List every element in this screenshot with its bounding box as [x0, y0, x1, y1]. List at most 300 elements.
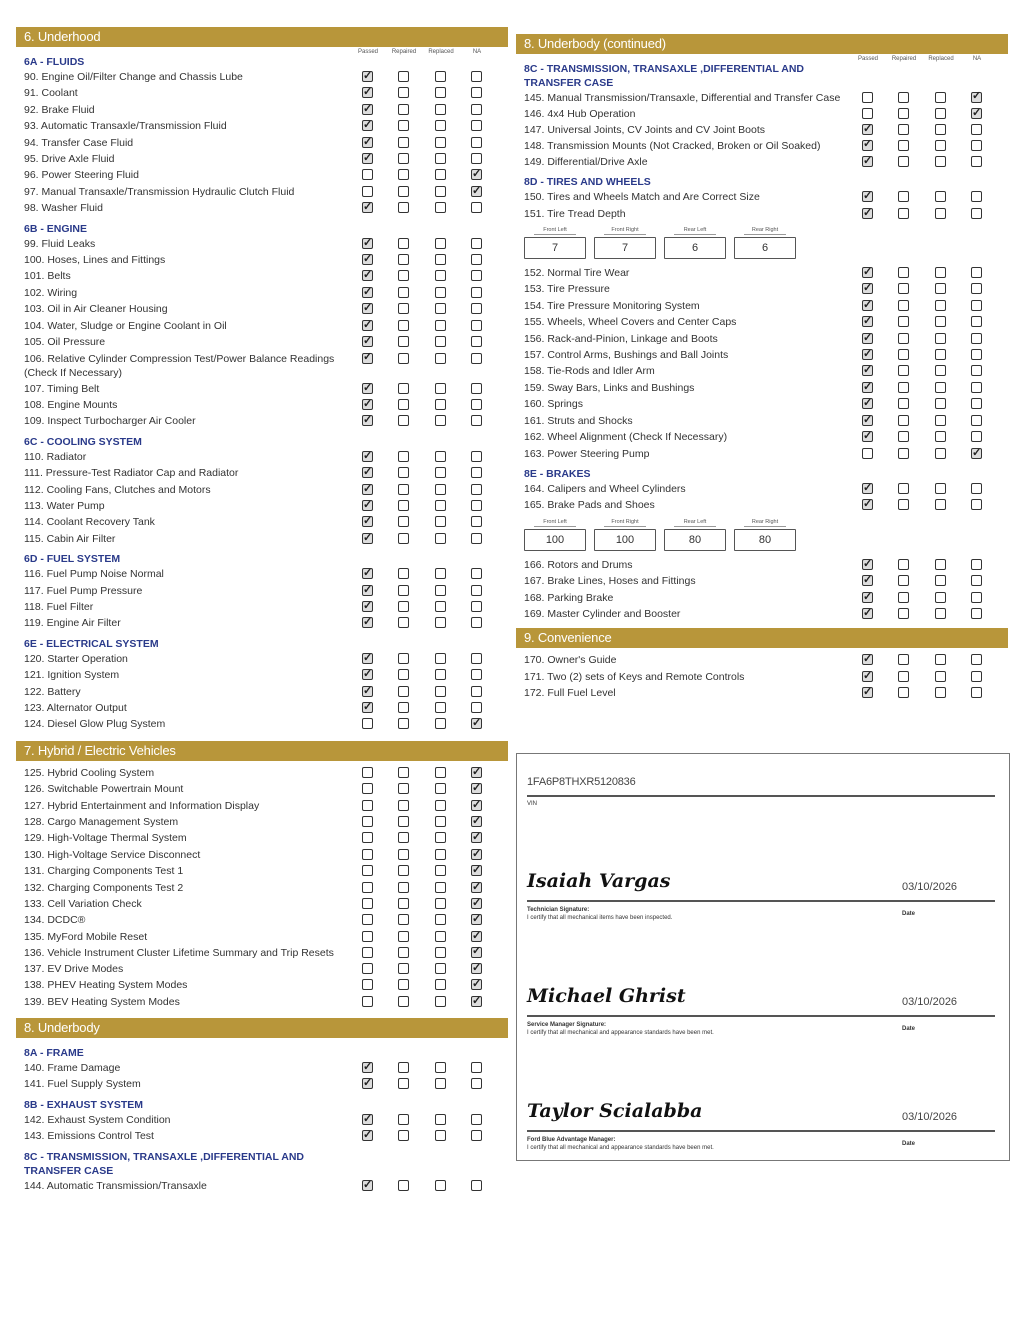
checkbox-repaired[interactable]	[398, 669, 409, 680]
checkbox-na[interactable]	[471, 669, 482, 680]
checkbox-passed[interactable]	[362, 238, 373, 249]
checkbox-na[interactable]	[971, 483, 982, 494]
checkbox-passed[interactable]	[862, 608, 873, 619]
checkbox-replaced[interactable]	[935, 592, 946, 603]
checkbox-na[interactable]	[471, 979, 482, 990]
measurement-value[interactable]: 80	[664, 529, 726, 551]
checkbox-na[interactable]	[971, 687, 982, 698]
checkbox-replaced[interactable]	[435, 653, 446, 664]
checkbox-replaced[interactable]	[435, 568, 446, 579]
checkbox-passed[interactable]	[362, 865, 373, 876]
checkbox-passed[interactable]	[362, 153, 373, 164]
checkbox-passed[interactable]	[362, 104, 373, 115]
checkbox-na[interactable]	[471, 186, 482, 197]
checkbox-passed[interactable]	[362, 516, 373, 527]
checkbox-passed[interactable]	[362, 800, 373, 811]
checkbox-passed[interactable]	[362, 169, 373, 180]
checkbox-passed[interactable]	[862, 208, 873, 219]
checkbox-repaired[interactable]	[398, 153, 409, 164]
checkbox-passed[interactable]	[362, 931, 373, 942]
checkbox-passed[interactable]	[862, 559, 873, 570]
checkbox-na[interactable]	[471, 254, 482, 265]
checkbox-repaired[interactable]	[398, 320, 409, 331]
checkbox-repaired[interactable]	[898, 191, 909, 202]
checkbox-replaced[interactable]	[435, 270, 446, 281]
checkbox-replaced[interactable]	[435, 979, 446, 990]
checkbox-repaired[interactable]	[898, 415, 909, 426]
checkbox-passed[interactable]	[362, 686, 373, 697]
checkbox-repaired[interactable]	[398, 882, 409, 893]
checkbox-replaced[interactable]	[435, 849, 446, 860]
checkbox-repaired[interactable]	[898, 575, 909, 586]
checkbox-na[interactable]	[971, 448, 982, 459]
checkbox-passed[interactable]	[362, 186, 373, 197]
checkbox-repaired[interactable]	[398, 533, 409, 544]
checkbox-passed[interactable]	[362, 882, 373, 893]
checkbox-na[interactable]	[471, 568, 482, 579]
checkbox-na[interactable]	[971, 608, 982, 619]
checkbox-na[interactable]	[471, 1062, 482, 1073]
checkbox-na[interactable]	[971, 92, 982, 103]
checkbox-na[interactable]	[471, 783, 482, 794]
checkbox-repaired[interactable]	[898, 431, 909, 442]
checkbox-passed[interactable]	[862, 448, 873, 459]
checkbox-replaced[interactable]	[935, 349, 946, 360]
checkbox-repaired[interactable]	[398, 120, 409, 131]
checkbox-repaired[interactable]	[898, 140, 909, 151]
checkbox-na[interactable]	[971, 499, 982, 510]
checkbox-replaced[interactable]	[935, 431, 946, 442]
checkbox-na[interactable]	[471, 320, 482, 331]
checkbox-replaced[interactable]	[435, 120, 446, 131]
checkbox-passed[interactable]	[362, 353, 373, 364]
checkbox-repaired[interactable]	[398, 399, 409, 410]
checkbox-passed[interactable]	[362, 783, 373, 794]
checkbox-passed[interactable]	[862, 283, 873, 294]
checkbox-repaired[interactable]	[898, 483, 909, 494]
checkbox-replaced[interactable]	[435, 914, 446, 925]
checkbox-replaced[interactable]	[435, 963, 446, 974]
checkbox-na[interactable]	[471, 484, 482, 495]
checkbox-replaced[interactable]	[435, 303, 446, 314]
checkbox-replaced[interactable]	[435, 702, 446, 713]
checkbox-na[interactable]	[971, 415, 982, 426]
checkbox-na[interactable]	[971, 156, 982, 167]
checkbox-repaired[interactable]	[398, 996, 409, 1007]
checkbox-replaced[interactable]	[435, 516, 446, 527]
checkbox-replaced[interactable]	[935, 559, 946, 570]
checkbox-replaced[interactable]	[435, 931, 446, 942]
checkbox-repaired[interactable]	[398, 202, 409, 213]
checkbox-passed[interactable]	[862, 499, 873, 510]
checkbox-na[interactable]	[471, 104, 482, 115]
measurement-value[interactable]: 6	[664, 237, 726, 259]
checkbox-repaired[interactable]	[898, 671, 909, 682]
checkbox-repaired[interactable]	[898, 300, 909, 311]
checkbox-na[interactable]	[971, 140, 982, 151]
checkbox-repaired[interactable]	[398, 947, 409, 958]
checkbox-repaired[interactable]	[398, 484, 409, 495]
checkbox-replaced[interactable]	[435, 238, 446, 249]
checkbox-repaired[interactable]	[898, 156, 909, 167]
checkbox-na[interactable]	[471, 137, 482, 148]
checkbox-passed[interactable]	[362, 336, 373, 347]
checkbox-replaced[interactable]	[435, 353, 446, 364]
checkbox-na[interactable]	[471, 686, 482, 697]
checkbox-na[interactable]	[471, 1180, 482, 1191]
checkbox-replaced[interactable]	[935, 300, 946, 311]
checkbox-replaced[interactable]	[435, 415, 446, 426]
checkbox-passed[interactable]	[362, 270, 373, 281]
checkbox-replaced[interactable]	[435, 767, 446, 778]
checkbox-passed[interactable]	[862, 415, 873, 426]
checkbox-na[interactable]	[471, 336, 482, 347]
checkbox-passed[interactable]	[862, 431, 873, 442]
checkbox-na[interactable]	[471, 882, 482, 893]
checkbox-passed[interactable]	[862, 654, 873, 665]
checkbox-repaired[interactable]	[398, 1130, 409, 1141]
checkbox-replaced[interactable]	[435, 617, 446, 628]
checkbox-replaced[interactable]	[935, 191, 946, 202]
checkbox-repaired[interactable]	[898, 283, 909, 294]
checkbox-passed[interactable]	[362, 996, 373, 1007]
checkbox-replaced[interactable]	[435, 451, 446, 462]
checkbox-replaced[interactable]	[935, 654, 946, 665]
checkbox-replaced[interactable]	[935, 398, 946, 409]
checkbox-repaired[interactable]	[398, 898, 409, 909]
checkbox-repaired[interactable]	[398, 1180, 409, 1191]
checkbox-na[interactable]	[471, 415, 482, 426]
checkbox-passed[interactable]	[362, 979, 373, 990]
checkbox-repaired[interactable]	[898, 687, 909, 698]
checkbox-replaced[interactable]	[435, 816, 446, 827]
checkbox-passed[interactable]	[362, 702, 373, 713]
checkbox-repaired[interactable]	[398, 500, 409, 511]
checkbox-replaced[interactable]	[435, 601, 446, 612]
checkbox-repaired[interactable]	[398, 702, 409, 713]
checkbox-replaced[interactable]	[435, 1062, 446, 1073]
checkbox-na[interactable]	[471, 865, 482, 876]
checkbox-na[interactable]	[471, 585, 482, 596]
checkbox-repaired[interactable]	[398, 1114, 409, 1125]
checkbox-repaired[interactable]	[398, 353, 409, 364]
checkbox-repaired[interactable]	[398, 270, 409, 281]
checkbox-replaced[interactable]	[435, 467, 446, 478]
checkbox-passed[interactable]	[362, 137, 373, 148]
measurement-value[interactable]: 100	[594, 529, 656, 551]
checkbox-replaced[interactable]	[435, 336, 446, 347]
checkbox-passed[interactable]	[362, 467, 373, 478]
checkbox-repaired[interactable]	[898, 365, 909, 376]
checkbox-replaced[interactable]	[435, 500, 446, 511]
checkbox-repaired[interactable]	[898, 108, 909, 119]
checkbox-na[interactable]	[471, 71, 482, 82]
checkbox-passed[interactable]	[362, 963, 373, 974]
checkbox-passed[interactable]	[362, 832, 373, 843]
checkbox-na[interactable]	[471, 287, 482, 298]
checkbox-repaired[interactable]	[898, 592, 909, 603]
checkbox-passed[interactable]	[862, 333, 873, 344]
checkbox-replaced[interactable]	[435, 87, 446, 98]
checkbox-na[interactable]	[971, 559, 982, 570]
checkbox-passed[interactable]	[862, 687, 873, 698]
checkbox-replaced[interactable]	[935, 499, 946, 510]
checkbox-replaced[interactable]	[435, 996, 446, 1007]
checkbox-repaired[interactable]	[398, 800, 409, 811]
checkbox-na[interactable]	[971, 671, 982, 682]
checkbox-replaced[interactable]	[435, 1078, 446, 1089]
checkbox-passed[interactable]	[862, 398, 873, 409]
checkbox-replaced[interactable]	[935, 316, 946, 327]
checkbox-passed[interactable]	[362, 898, 373, 909]
checkbox-repaired[interactable]	[898, 608, 909, 619]
checkbox-passed[interactable]	[862, 267, 873, 278]
checkbox-passed[interactable]	[362, 484, 373, 495]
checkbox-passed[interactable]	[862, 365, 873, 376]
checkbox-repaired[interactable]	[898, 398, 909, 409]
checkbox-repaired[interactable]	[898, 316, 909, 327]
checkbox-replaced[interactable]	[935, 415, 946, 426]
checkbox-repaired[interactable]	[398, 383, 409, 394]
checkbox-repaired[interactable]	[398, 1078, 409, 1089]
checkbox-passed[interactable]	[362, 1078, 373, 1089]
checkbox-repaired[interactable]	[898, 654, 909, 665]
checkbox-repaired[interactable]	[398, 186, 409, 197]
checkbox-passed[interactable]	[362, 617, 373, 628]
checkbox-na[interactable]	[971, 300, 982, 311]
checkbox-na[interactable]	[971, 575, 982, 586]
checkbox-replaced[interactable]	[935, 575, 946, 586]
checkbox-passed[interactable]	[862, 592, 873, 603]
checkbox-passed[interactable]	[362, 718, 373, 729]
checkbox-passed[interactable]	[862, 349, 873, 360]
checkbox-na[interactable]	[471, 702, 482, 713]
checkbox-na[interactable]	[471, 153, 482, 164]
checkbox-replaced[interactable]	[935, 208, 946, 219]
checkbox-repaired[interactable]	[898, 448, 909, 459]
checkbox-na[interactable]	[471, 120, 482, 131]
checkbox-repaired[interactable]	[898, 267, 909, 278]
checkbox-repaired[interactable]	[398, 336, 409, 347]
checkbox-replaced[interactable]	[435, 533, 446, 544]
checkbox-passed[interactable]	[362, 287, 373, 298]
checkbox-replaced[interactable]	[435, 254, 446, 265]
checkbox-na[interactable]	[471, 898, 482, 909]
checkbox-replaced[interactable]	[435, 686, 446, 697]
checkbox-passed[interactable]	[362, 451, 373, 462]
checkbox-na[interactable]	[971, 654, 982, 665]
checkbox-repaired[interactable]	[398, 1062, 409, 1073]
checkbox-passed[interactable]	[862, 124, 873, 135]
checkbox-repaired[interactable]	[398, 931, 409, 942]
checkbox-replaced[interactable]	[935, 365, 946, 376]
checkbox-passed[interactable]	[362, 767, 373, 778]
checkbox-replaced[interactable]	[435, 585, 446, 596]
checkbox-na[interactable]	[471, 516, 482, 527]
checkbox-na[interactable]	[471, 832, 482, 843]
checkbox-passed[interactable]	[362, 1180, 373, 1191]
checkbox-repaired[interactable]	[398, 87, 409, 98]
checkbox-repaired[interactable]	[398, 303, 409, 314]
checkbox-passed[interactable]	[362, 568, 373, 579]
checkbox-repaired[interactable]	[398, 516, 409, 527]
checkbox-repaired[interactable]	[898, 349, 909, 360]
checkbox-replaced[interactable]	[435, 137, 446, 148]
checkbox-repaired[interactable]	[398, 783, 409, 794]
checkbox-na[interactable]	[471, 238, 482, 249]
checkbox-replaced[interactable]	[435, 287, 446, 298]
checkbox-na[interactable]	[471, 849, 482, 860]
checkbox-na[interactable]	[471, 451, 482, 462]
checkbox-replaced[interactable]	[935, 382, 946, 393]
checkbox-repaired[interactable]	[898, 333, 909, 344]
checkbox-na[interactable]	[971, 108, 982, 119]
checkbox-na[interactable]	[471, 767, 482, 778]
checkbox-passed[interactable]	[362, 947, 373, 958]
checkbox-na[interactable]	[471, 399, 482, 410]
checkbox-na[interactable]	[971, 382, 982, 393]
checkbox-passed[interactable]	[362, 254, 373, 265]
checkbox-replaced[interactable]	[435, 383, 446, 394]
checkbox-passed[interactable]	[862, 191, 873, 202]
checkbox-repaired[interactable]	[398, 601, 409, 612]
measurement-value[interactable]: 7	[594, 237, 656, 259]
checkbox-passed[interactable]	[362, 399, 373, 410]
checkbox-na[interactable]	[471, 353, 482, 364]
checkbox-passed[interactable]	[862, 140, 873, 151]
checkbox-passed[interactable]	[362, 383, 373, 394]
checkbox-repaired[interactable]	[398, 585, 409, 596]
checkbox-repaired[interactable]	[398, 979, 409, 990]
checkbox-na[interactable]	[471, 617, 482, 628]
checkbox-na[interactable]	[471, 947, 482, 958]
checkbox-repaired[interactable]	[898, 124, 909, 135]
checkbox-na[interactable]	[971, 124, 982, 135]
checkbox-passed[interactable]	[362, 87, 373, 98]
checkbox-passed[interactable]	[362, 1130, 373, 1141]
checkbox-replaced[interactable]	[435, 1130, 446, 1141]
checkbox-replaced[interactable]	[935, 108, 946, 119]
checkbox-replaced[interactable]	[935, 156, 946, 167]
checkbox-na[interactable]	[971, 349, 982, 360]
checkbox-passed[interactable]	[362, 914, 373, 925]
checkbox-repaired[interactable]	[398, 653, 409, 664]
checkbox-replaced[interactable]	[435, 1114, 446, 1125]
checkbox-na[interactable]	[971, 267, 982, 278]
checkbox-passed[interactable]	[362, 669, 373, 680]
checkbox-repaired[interactable]	[898, 499, 909, 510]
checkbox-na[interactable]	[471, 601, 482, 612]
checkbox-repaired[interactable]	[898, 92, 909, 103]
checkbox-repaired[interactable]	[398, 686, 409, 697]
checkbox-replaced[interactable]	[435, 202, 446, 213]
checkbox-passed[interactable]	[362, 1062, 373, 1073]
checkbox-na[interactable]	[971, 333, 982, 344]
checkbox-replaced[interactable]	[935, 267, 946, 278]
checkbox-passed[interactable]	[362, 816, 373, 827]
checkbox-na[interactable]	[471, 303, 482, 314]
checkbox-passed[interactable]	[362, 585, 373, 596]
checkbox-replaced[interactable]	[935, 283, 946, 294]
checkbox-repaired[interactable]	[898, 382, 909, 393]
checkbox-replaced[interactable]	[935, 608, 946, 619]
checkbox-replaced[interactable]	[435, 947, 446, 958]
checkbox-na[interactable]	[471, 467, 482, 478]
checkbox-passed[interactable]	[862, 300, 873, 311]
checkbox-passed[interactable]	[862, 316, 873, 327]
checkbox-passed[interactable]	[862, 382, 873, 393]
checkbox-repaired[interactable]	[898, 559, 909, 570]
checkbox-repaired[interactable]	[898, 208, 909, 219]
checkbox-replaced[interactable]	[435, 718, 446, 729]
checkbox-na[interactable]	[471, 169, 482, 180]
checkbox-na[interactable]	[971, 316, 982, 327]
checkbox-replaced[interactable]	[435, 783, 446, 794]
checkbox-passed[interactable]	[862, 108, 873, 119]
checkbox-repaired[interactable]	[398, 104, 409, 115]
checkbox-na[interactable]	[971, 208, 982, 219]
checkbox-repaired[interactable]	[398, 963, 409, 974]
checkbox-replaced[interactable]	[435, 1180, 446, 1191]
checkbox-replaced[interactable]	[435, 484, 446, 495]
checkbox-replaced[interactable]	[435, 800, 446, 811]
checkbox-replaced[interactable]	[435, 71, 446, 82]
checkbox-repaired[interactable]	[398, 451, 409, 462]
checkbox-passed[interactable]	[362, 320, 373, 331]
checkbox-na[interactable]	[971, 283, 982, 294]
checkbox-na[interactable]	[471, 931, 482, 942]
checkbox-replaced[interactable]	[435, 882, 446, 893]
checkbox-na[interactable]	[471, 500, 482, 511]
checkbox-na[interactable]	[471, 718, 482, 729]
checkbox-passed[interactable]	[362, 653, 373, 664]
checkbox-na[interactable]	[471, 1114, 482, 1125]
checkbox-passed[interactable]	[862, 156, 873, 167]
checkbox-replaced[interactable]	[935, 687, 946, 698]
checkbox-repaired[interactable]	[398, 816, 409, 827]
checkbox-repaired[interactable]	[398, 832, 409, 843]
checkbox-repaired[interactable]	[398, 71, 409, 82]
measurement-value[interactable]: 7	[524, 237, 586, 259]
checkbox-replaced[interactable]	[435, 669, 446, 680]
checkbox-replaced[interactable]	[435, 898, 446, 909]
checkbox-na[interactable]	[471, 1078, 482, 1089]
checkbox-passed[interactable]	[362, 120, 373, 131]
checkbox-na[interactable]	[971, 191, 982, 202]
checkbox-passed[interactable]	[362, 500, 373, 511]
checkbox-na[interactable]	[471, 963, 482, 974]
checkbox-replaced[interactable]	[935, 92, 946, 103]
checkbox-replaced[interactable]	[435, 832, 446, 843]
checkbox-passed[interactable]	[362, 202, 373, 213]
checkbox-na[interactable]	[471, 816, 482, 827]
checkbox-repaired[interactable]	[398, 137, 409, 148]
checkbox-na[interactable]	[471, 202, 482, 213]
checkbox-passed[interactable]	[362, 415, 373, 426]
checkbox-repaired[interactable]	[398, 467, 409, 478]
checkbox-na[interactable]	[471, 383, 482, 394]
checkbox-passed[interactable]	[862, 575, 873, 586]
checkbox-passed[interactable]	[862, 483, 873, 494]
checkbox-replaced[interactable]	[435, 104, 446, 115]
checkbox-repaired[interactable]	[398, 287, 409, 298]
checkbox-na[interactable]	[471, 87, 482, 98]
checkbox-replaced[interactable]	[435, 153, 446, 164]
checkbox-na[interactable]	[471, 533, 482, 544]
checkbox-replaced[interactable]	[935, 448, 946, 459]
checkbox-passed[interactable]	[362, 303, 373, 314]
checkbox-na[interactable]	[471, 270, 482, 281]
